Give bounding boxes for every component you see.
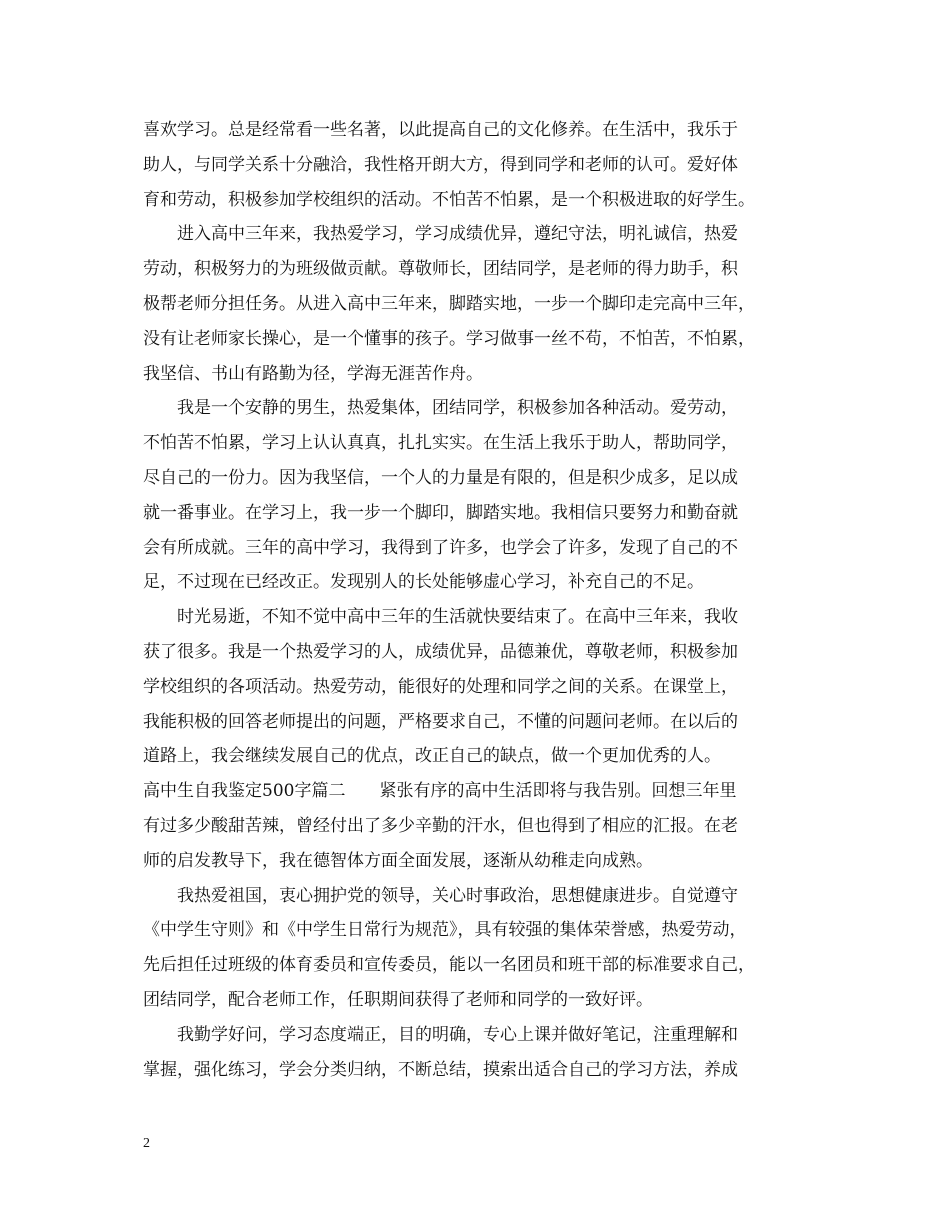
text-line: 我是一个安静的男生，热爱集体，团结同学，积极参加各种活动。爱劳动， <box>143 398 738 419</box>
text-line: 会有所成就。三年的高中学习，我得到了许多，也学会了许多，发现了自己的不 <box>143 537 738 558</box>
text-line: 时光易逝，不知不觉中高中三年的生活就快要结束了。在高中三年来，我收 <box>143 607 738 628</box>
text-line: 喜欢学习。总是经常看一些名著，以此提高自己的文化修养。在生活中，我乐于 <box>143 120 738 140</box>
text-line: 团结同学，配合老师工作，任职期间获得了老师和同学的一致好评。 <box>143 989 653 1010</box>
text-line: 不怕苦不怕累，学习上认认真真，扎扎实实。在生活上我乐于助人，帮助同学， <box>143 433 738 454</box>
body-text <box>143 113 823 1087</box>
text-line: 《中学生守则》和《中学生日常行为规范》，具有较强的集体荣誉感，热爱劳动， <box>143 920 747 941</box>
text-line: 足，不过现在已经改正。发现别人的长处能够虚心学习，补充自己的不足。 <box>143 572 704 593</box>
text-line: 极帮老师分担任务。从进入高中三年来，脚踏实地，一步一个脚印走完高中三年， <box>143 293 755 314</box>
text-line: 尽自己的一份力。因为我坚信，一个人的力量是有限的，但是积少成多，足以成 <box>143 467 738 488</box>
text-line: 我坚信、书山有路勤为径，学海无涯苦作舟。 <box>143 363 483 384</box>
text-line: 进入高中三年来，我热爱学习，学习成绩优异，遵纪守法，明礼诚信，热爱 <box>143 224 738 245</box>
text-line: 道路上，我会继续发展自己的优点，改正自己的缺点，做一个更加优秀的人。 <box>143 746 721 767</box>
text-line: 我热爱祖国，衷心拥护党的领导，关心时事政治，思想健康进步。自觉遵守 <box>143 885 738 906</box>
text-line: 师的启发教导下，我在德智体方面全面发展，逐渐从幼稚走向成熟。 <box>143 850 653 871</box>
text-line: 学校组织的各项活动。热爱劳动，能很好的处理和同学之间的关系。在课堂上， <box>143 676 738 697</box>
text-line: 我能积极的回答老师提出的问题，严格要求自己，不懂的问题问老师。在以后的 <box>143 711 738 732</box>
text-line: 获了很多。我是一个热爱学习的人，成绩优异，品德兼优，尊敬老师，积极参加 <box>143 641 738 662</box>
page-number: 2 <box>143 1136 150 1151</box>
text-line: 我勤学好问，学习态度端正，目的明确，专心上课并做好笔记，注重理解和 <box>143 1024 738 1045</box>
text-line: 没有让老师家长操心，是一个懂事的孩子。学习做事一丝不苟，不怕苦，不怕累， <box>143 328 755 349</box>
text-line: 助人，与同学关系十分融洽，我性格开朗大方，得到同学和老师的认可。爱好体 <box>143 154 738 175</box>
text-line: 育和劳动，积极参加学校组织的活动。不怕苦不怕累，是一个积极进取的好学生。 <box>143 189 755 210</box>
text-line: 先后担任过班级的体育委员和宣传委员，能以一名团员和班干部的标准要求自己， <box>143 955 755 976</box>
text-line: 有过多少酸甜苦辣，曾经付出了多少辛勤的汗水，但也得到了相应的汇报。在老 <box>143 815 738 836</box>
text-line: 掌握，强化练习，学会分类归纳，不断总结，摸索出适合自己的学习方法，养成 <box>143 1059 738 1080</box>
text-line: 高中生自我鉴定500字篇二 紧张有序的高中生活即将与我告别。回想三年里 <box>143 781 737 802</box>
text-line: 就一番事业。在学习上，我一步一个脚印，脚踏实地。我相信只要努力和勤奋就 <box>143 502 738 523</box>
text-line: 劳动，积极努力的为班级做贡献。尊敬师长，团结同学，是老师的得力助手，积 <box>143 259 738 280</box>
